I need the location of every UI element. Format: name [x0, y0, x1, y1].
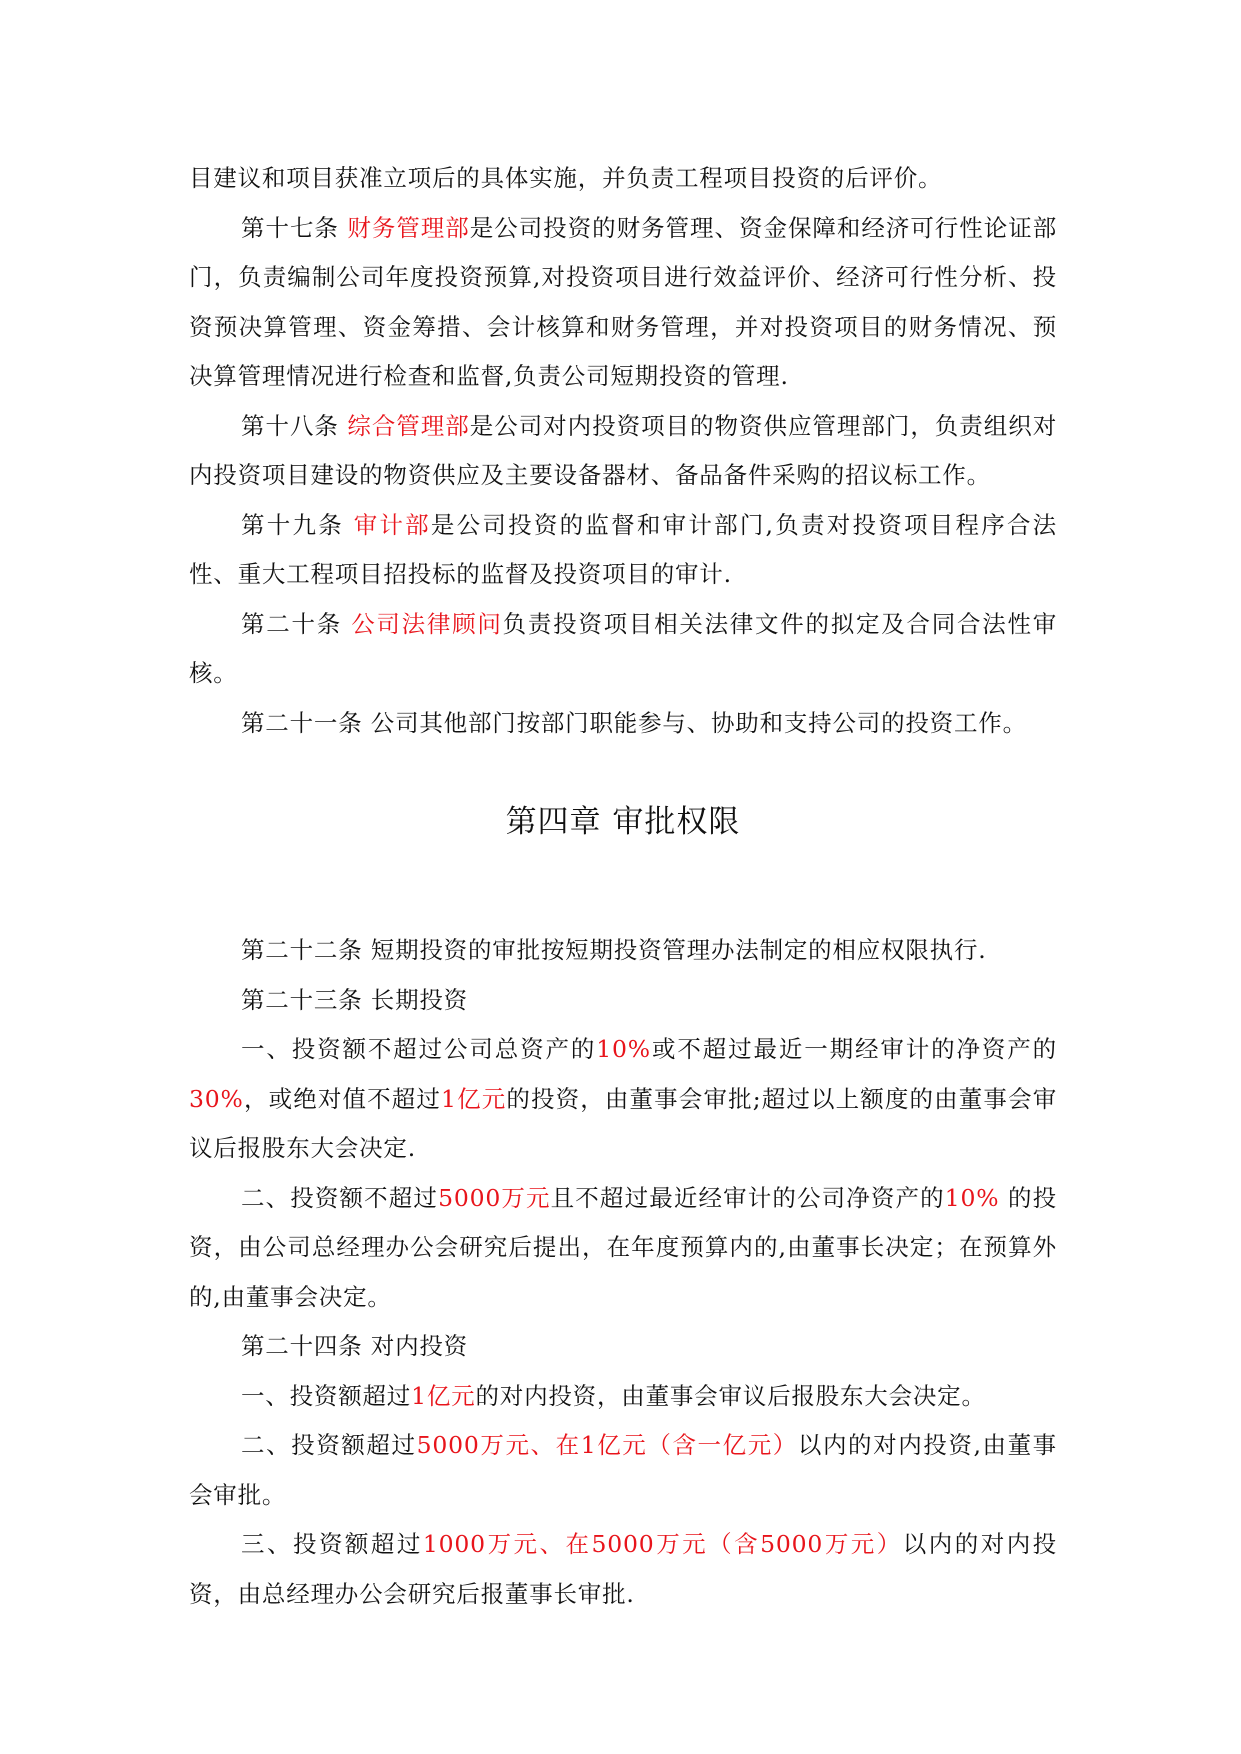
- article-number: 第二十四条: [241, 1332, 363, 1360]
- department-name: 公司法律顾问: [351, 609, 503, 638]
- department-name: 审计部: [353, 510, 431, 539]
- paragraph-continuation: 目建议和项目获准立项后的具体实施，并负责工程项目投资的后评价。: [189, 164, 943, 192]
- department-name: 财务管理部: [347, 213, 470, 242]
- article-18: 第十八条 综合管理部是公司对内投资项目的物资供应管理部门，负责组织对内投资项目建设的物资供应及主要设备器材、备品备件采购的招议标工作。: [189, 411, 1058, 489]
- amount-highlight: 30%: [189, 1084, 244, 1113]
- amount-highlight: 1亿元: [411, 1381, 476, 1410]
- article-24-item-2: 二、投资额超过5000万元、在1亿元（含一亿元）以内的对内投资,由董事会审批。: [189, 1431, 1057, 1509]
- article-24: 第二十四条 对内投资: [241, 1332, 468, 1360]
- amount-highlight: 5000万元: [438, 1183, 551, 1212]
- article-number: 第二十二条: [241, 936, 363, 964]
- article-23: 第二十三条 长期投资: [241, 985, 468, 1014]
- amount-highlight: 1亿元: [441, 1084, 507, 1113]
- article-24-item-3: 三、投资额超过1000万元、在5000万元（含5000万元）以内的对内投资，由总经理办公会研究后报董事长审批.: [189, 1530, 1057, 1608]
- amount-highlight: 5000万元、在1亿元（含一亿元）: [416, 1431, 798, 1459]
- article-number: 第二十三条: [241, 985, 363, 1014]
- chapter-title: 第四章 审批权限: [505, 804, 741, 840]
- article-23-item-2: 二、投资额不超过5000万元且不超过最近经审计的公司净资产的10% 的投资，由公司总经理办公会研究后提出，在年度预算内的,由董事长决定；在预算外的,由董事会决定。: [189, 1183, 1057, 1311]
- amount-highlight: 10%: [596, 1035, 651, 1063]
- article-20: 第二十条 公司法律顾问负责投资项目相关法律文件的拟定及合同合法性审核。: [189, 609, 1057, 687]
- article-number: 第十九条: [241, 510, 344, 539]
- article-number: 第十八条: [241, 411, 339, 440]
- article-24-item-1: 一、投资额超过1亿元的对内投资，由董事会审议后报股东大会决定。: [241, 1381, 986, 1410]
- article-22: 第二十二条 短期投资的审批按短期投资管理办法制定的相应权限执行.: [241, 936, 987, 964]
- document-body: [189, 154, 1057, 1619]
- article-23-item-1: 一、投资额不超过公司总资产的10%或不超过最近一期经审计的净资产的30%，或绝对值不超过1亿元的投资，由董事会审批;超过以上额度的由董事会审议后报股东大会决定.: [189, 1035, 1057, 1162]
- article-number: 第十七条: [241, 213, 339, 242]
- article-21: 第二十一条 公司其他部门按部门职能参与、协助和支持公司的投资工作。: [241, 708, 1027, 737]
- amount-highlight: 10%: [944, 1183, 1000, 1212]
- amount-highlight: 1000万元、在5000万元（含5000万元）: [422, 1530, 903, 1558]
- article-number: 第二十一条: [241, 708, 363, 737]
- article-number: 第二十条: [241, 609, 342, 638]
- department-name: 综合管理部: [347, 411, 470, 440]
- article-17: 第十七条 财务管理部是公司投资的财务管理、资金保障和经济可行性论证部门，负责编制公司年度投资预算,对投资项目进行效益评价、经济可行性分析、投资预决算管理、资金筹措、会计核算和财务管理，并对投资项目的财务情况、预决算管理情况进行检查和监督,负责公司短期投资的管理.: [189, 213, 1058, 390]
- article-19: 第十九条 审计部是公司投资的监督和审计部门,负责对投资项目程序合法性、重大工程项目招投标的监督及投资项目的审计.: [189, 510, 1057, 588]
